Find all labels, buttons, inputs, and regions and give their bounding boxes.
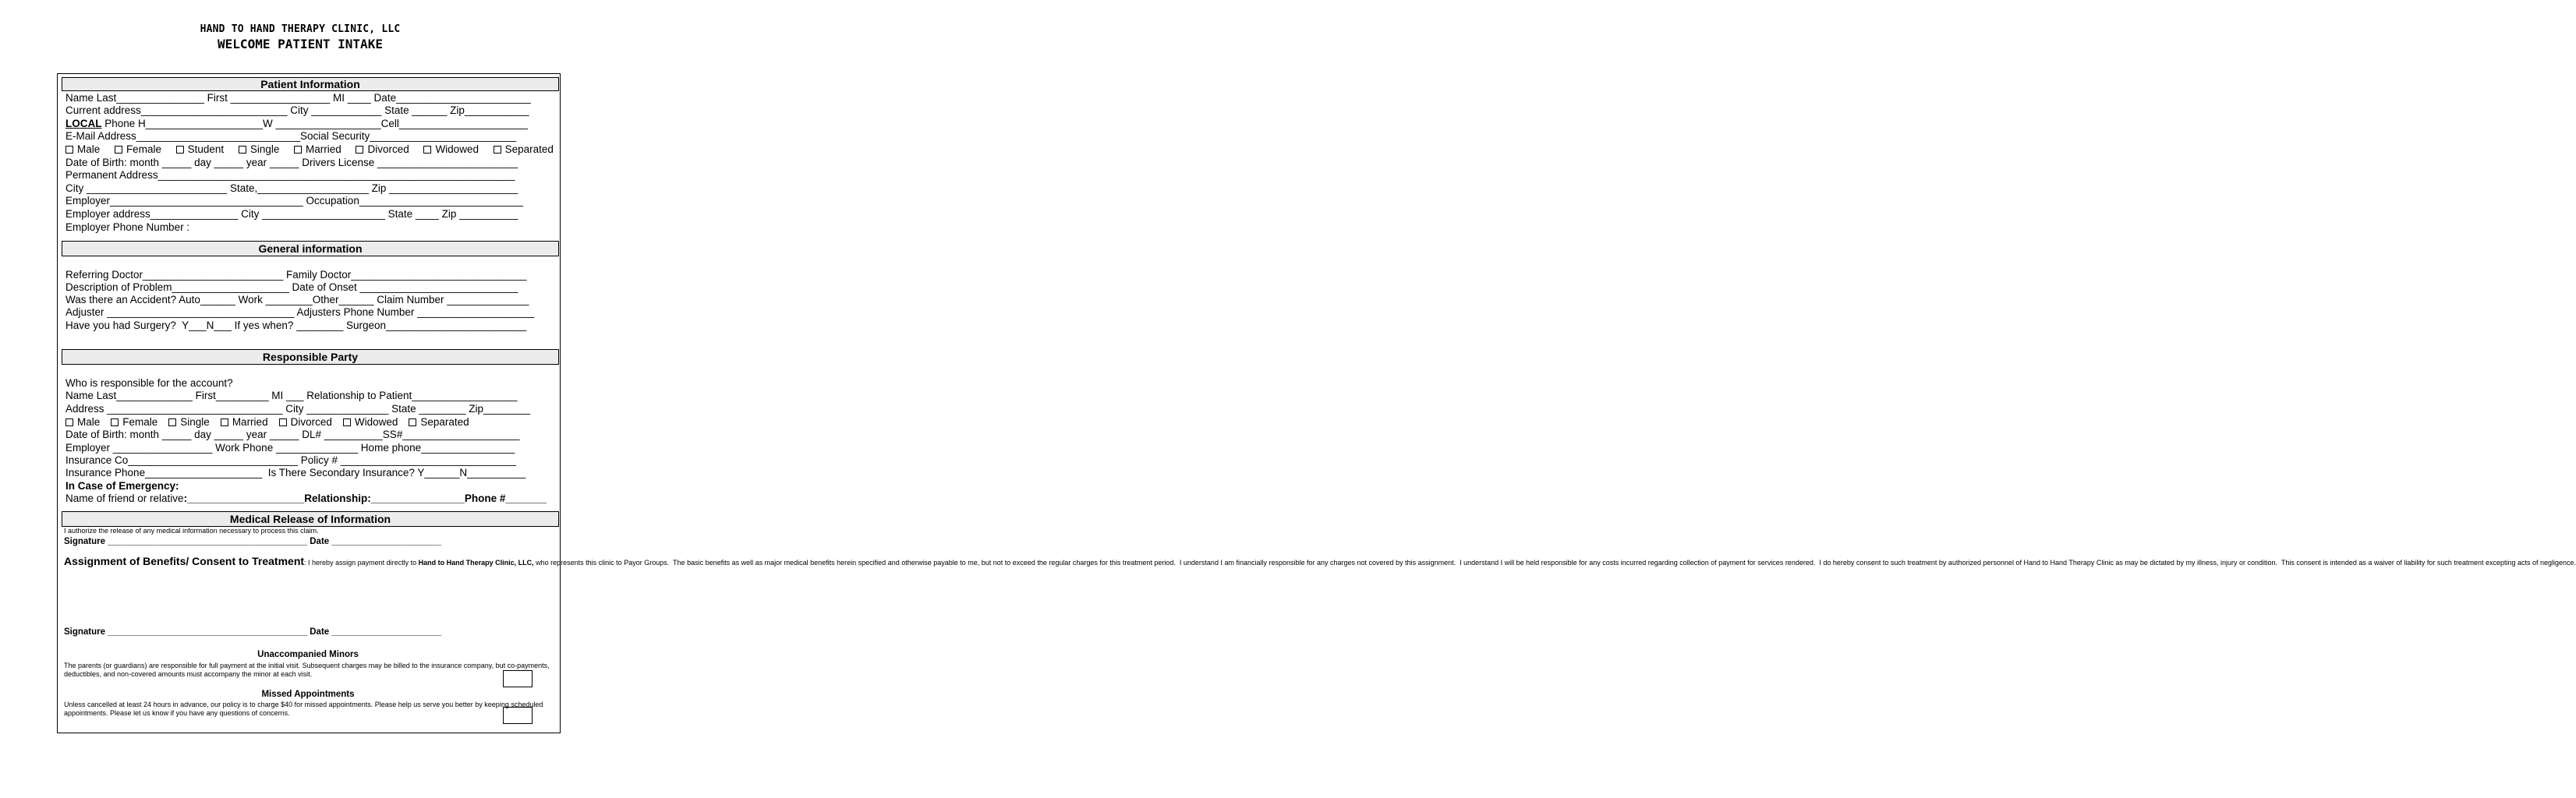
checkbox-married[interactable]: Married (294, 143, 341, 156)
checkbox-icon (294, 146, 302, 154)
checkbox-icon (239, 146, 246, 154)
medical-authorize-text: I authorize the release of any medical information necessary to process this claim. (64, 527, 319, 535)
minors-text: The parents (or guardians) are responsible for full payment at the initial visit. Subsequent charges may be billed to the insurance company, but co-payments, deductibles, and non-covered amounts must accompany the minor at each visit. (64, 662, 550, 678)
checkbox-icon (115, 146, 122, 154)
checkbox-female[interactable]: Female (111, 416, 157, 429)
responsible-section-header: Responsible Party (62, 349, 559, 365)
patient-city-line[interactable]: City ________________________ State,___________________ Zip ______________________ (65, 182, 518, 194)
patient-status-checkboxes (65, 143, 554, 156)
patient-dob-line[interactable]: Date of Birth: month _____ day _____ year _____ Drivers License ________________________ (65, 157, 518, 168)
assignment-signature-line[interactable]: Signature ________________________________________ Date ______________________ (64, 627, 442, 637)
checkbox-student[interactable]: Student (176, 143, 225, 156)
minors-initial-box[interactable] (503, 670, 533, 687)
checkbox-icon (409, 418, 416, 426)
clinic-name: HAND TO HAND THERAPY CLINIC, LLC (200, 23, 401, 35)
checkbox-widowed[interactable]: Widowed (423, 143, 479, 156)
general-surgery-line[interactable]: Have you had Surgery? Y___N___ If yes when? ________ Surgeon________________________ (65, 320, 527, 331)
responsible-name-line[interactable]: Name Last_____________ First_________ MI ___ Relationship to Patient__________________ (65, 390, 518, 401)
general-adjuster-line[interactable]: Adjuster ________________________________ Adjusters Phone Number ____________________ (65, 306, 535, 318)
checkbox-single[interactable]: Single (239, 143, 280, 156)
patient-section-header: Patient Information (62, 77, 559, 91)
responsible-insurance-line[interactable]: Insurance Co_____________________________ Policy # ______________________________ (65, 454, 517, 466)
missed-text: Unless cancelled at least 24 hours in advance, our policy is to charge $40 for missed appointments. Please help us serve you better by keeping scheduled appointments. Please let us know if you have any questions of concerns. (64, 701, 543, 717)
patient-employer-line[interactable]: Employer_________________________________ Occupation____________________________ (65, 195, 524, 207)
checkbox-icon (176, 146, 184, 154)
form-title: WELCOME PATIENT INTAKE (218, 37, 383, 51)
emergency-heading: In Case of Emergency: (65, 480, 179, 492)
checkbox-icon (343, 418, 351, 426)
responsible-status-checkboxes (65, 416, 469, 429)
checkbox-icon (279, 418, 287, 426)
missed-heading: Missed Appointments (261, 690, 355, 699)
assignment-title: Assignment of Benefits/ Consent to Treatment (64, 555, 305, 567)
patient-name-line[interactable]: Name Last_______________ First _________________ MI ____ Date_______________________ (65, 92, 531, 104)
patient-email-line[interactable]: E-Mail Address____________________________Social Security_________________________ (65, 130, 516, 142)
checkbox-icon (168, 418, 176, 426)
general-problem-line[interactable]: Description of Problem____________________ Date of Onset ___________________________ (65, 281, 518, 293)
patient-phone-line[interactable]: LOCAL Phone H____________________W __________________Cell______________________ (65, 118, 529, 129)
general-doctor-line[interactable]: Referring Doctor________________________ Family Doctor______________________________ (65, 269, 527, 281)
missed-initial-box[interactable] (503, 707, 533, 724)
checkbox-icon (111, 418, 119, 426)
checkbox-divorced[interactable]: Divorced (279, 416, 332, 429)
checkbox-divorced[interactable]: Divorced (356, 143, 409, 156)
medical-section-header: Medical Release of Information (62, 511, 559, 527)
emergency-contact-line[interactable]: Name of friend or relative:____________________Relationship:________________Phone #_______ (65, 493, 547, 504)
assignment-paragraph: Assignment of Benefits/ Consent to Treatment: I hereby assign payment directly to Hand to Hand Therapy Clinic, LLC, who represents this clinic to Payor Groups. The basic benefits as well as major medical benefits herein specified and otherwise payable to me, but not to exceed the regular charges for this treatment period. I understand I am financially responsible for any charges not covered by this assignment. I understand I will be held responsible for any costs incurred regarding collection of payment for services rendered. I do hereby consent to such treatment by authorized personnel of Hand to Hand Therapy Clinic as may be dictated by my illness, injury or condition. This consent is intended as a waiver of liability for such treatment excepting acts of negligence. (64, 555, 2576, 567)
checkbox-icon (494, 146, 501, 154)
responsible-insurance-phone-line[interactable]: Insurance Phone____________________ Is There Secondary Insurance? Y______N__________ (65, 467, 526, 478)
checkbox-widowed[interactable]: Widowed (343, 416, 398, 429)
checkbox-female[interactable]: Female (115, 143, 161, 156)
checkbox-married[interactable]: Married (221, 416, 268, 429)
patient-employer-address-line[interactable]: Employer address_______________ City _____________________ State ____ Zip __________ (65, 208, 518, 220)
general-section-header: General information (62, 241, 559, 256)
responsible-dob-line[interactable]: Date of Birth: month _____ day _____ year _____ DL# __________SS#____________________ (65, 429, 520, 440)
checkbox-icon (356, 146, 363, 154)
checkbox-icon (65, 418, 73, 426)
minors-heading: Unaccompanied Minors (257, 650, 359, 659)
checkbox-icon (65, 146, 73, 154)
patient-address-line[interactable]: Current address_________________________ City ____________ State ______ Zip___________ (65, 104, 529, 116)
checkbox-male[interactable]: Male (65, 416, 100, 429)
responsible-address-line[interactable]: Address ______________________________ City ______________ State ________ Zip________ (65, 403, 531, 415)
checkbox-separated[interactable]: Separated (494, 143, 554, 156)
medical-signature-line[interactable]: Signature ________________________________________ Date ______________________ (64, 537, 442, 546)
patient-employer-phone-line[interactable]: Employer Phone Number : (65, 221, 190, 233)
checkbox-icon (423, 146, 431, 154)
patient-permanent-address-line[interactable]: Permanent Address_____________________________________________________________ (65, 169, 515, 181)
general-accident-line[interactable]: Was there an Accident? Auto______ Work ________Other______ Claim Number ______________ (65, 294, 529, 305)
checkbox-separated[interactable]: Separated (409, 416, 469, 429)
checkbox-single[interactable]: Single (168, 416, 210, 429)
responsible-employer-line[interactable]: Employer _________________ Work Phone ______________ Home phone________________ (65, 442, 515, 454)
checkbox-icon (221, 418, 228, 426)
responsible-question: Who is responsible for the account? (65, 377, 233, 389)
checkbox-male[interactable]: Male (65, 143, 100, 156)
